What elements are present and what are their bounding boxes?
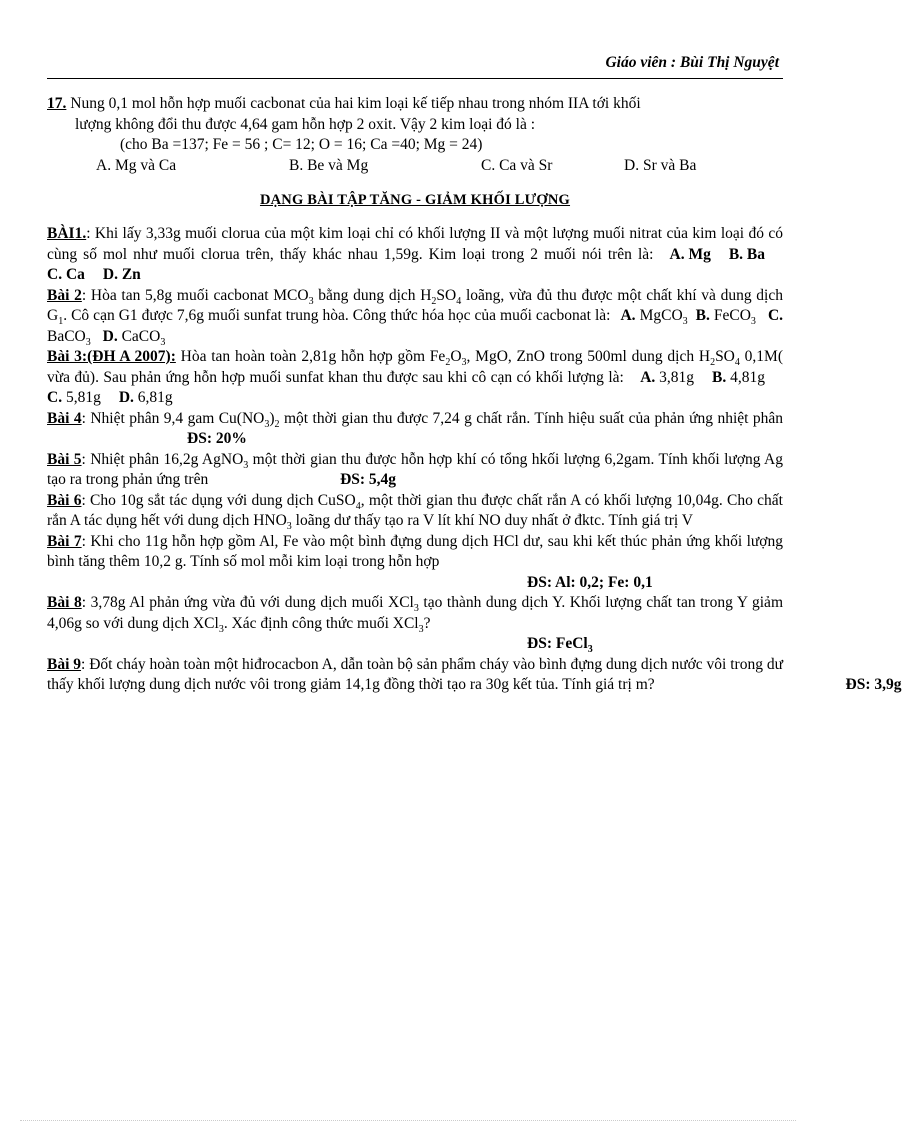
option-letter: A. — [620, 307, 636, 324]
subscript: 3 — [308, 295, 314, 307]
exercise-1-option-a: A. Mg — [669, 245, 711, 263]
exercise-4 — [47, 409, 783, 450]
subscript: 2 — [274, 418, 280, 430]
exercise-8-label: Bài 8 — [47, 594, 82, 611]
exercise-3-text: Hòa tan hoàn toàn 2,81g hỗn hợp gồm Fe — [175, 348, 446, 365]
subscript: 3 — [243, 459, 249, 471]
exercise-7-answer-line — [47, 573, 783, 594]
question-17-option-a: A. Mg và Ca — [96, 156, 177, 174]
exercise-5 — [47, 450, 783, 491]
exercise-3-label: Bài 3:(ĐH A 2007): — [47, 348, 176, 365]
page-bottom-rule — [20, 1120, 796, 1121]
exercise-3: Bài 3:(ĐH A 2007): Hòa tan hoàn toàn 2,81g hỗn hợp gồm $Fe_2O_3$, MgO, ZnO trong 500ml dung dịch $H_2SO_4$ 0,1M( vừa đủ). Sau phản ứng hỗn hợp muối sunfat khan thu được sau khi cô cạn có khối lượng là: A. 3,81g B. 4,81gC. 5,81g D. 6,81g — [47, 348, 783, 406]
subscript: 4 — [456, 295, 462, 307]
exercise-2-text: : Hòa tan 5,8g muối cacbonat MCO — [81, 286, 309, 304]
subscript: 2 — [445, 357, 451, 369]
subscript: 3 — [264, 418, 270, 430]
subscript: 3 — [418, 623, 424, 635]
question-17-text-1: Nung 0,1 mol hỗn hợp muối cacbonat của hai kim loại kế tiếp nhau trong nhóm IIA tới khối — [66, 95, 641, 112]
subscript: 3 — [413, 603, 419, 615]
exercise-7-label: Bài 7 — [47, 532, 82, 550]
subscript: 3 — [85, 336, 91, 348]
subscript: 3 — [286, 521, 292, 533]
exercise-2-text: SO — [436, 286, 457, 304]
worksheet-content — [47, 94, 902, 696]
exercise-2-text: . Cô cạn G1 được 7,6g muối sunfat trung hòa. Công thức hóa học của muối cacbonat là: — [63, 307, 611, 324]
option-value: MgCO — [635, 307, 683, 324]
subscript: 3 — [750, 316, 756, 328]
subscript: 2 — [710, 357, 716, 369]
exercise-4-text: ) — [269, 409, 275, 427]
question-17-option-c: C. Ca và Sr — [481, 156, 553, 174]
question-17-option-b: B. Be và Mg — [289, 156, 369, 174]
exercise-3-text: SO — [715, 348, 735, 365]
option-letter: C. — [767, 307, 784, 324]
subscript: 4 — [734, 357, 740, 369]
exercise-4-text: một thời gian thu được 7,24 g chất rắn. Tính hiệu suất của phản ứng nhiệt phân — [279, 409, 784, 427]
exercise-4-label: Bài 4 — [47, 409, 82, 427]
subscript: 3 — [461, 357, 467, 369]
question-17-number: 17. — [47, 95, 67, 112]
subscript: 3 — [218, 623, 224, 635]
subscript: 4 — [355, 500, 361, 512]
exercise-8-answer-line — [47, 634, 783, 655]
option-value: BaCO — [47, 327, 86, 345]
exercise-5-text: một thời gian thu được hỗn hợp khí có tổng hkối lượng 6,2gam. Tính khối lượng Ag tạo ra trong phản ứng trên — [47, 450, 783, 488]
subscript: 3 — [682, 316, 688, 328]
exercise-6-text: , một thời gian thu được chất rắn A có khối lượng 10,04g. Cho chất rắn A tác dụng hết với dung dịch HNO — [47, 491, 783, 529]
exercise-5-label: Bài 5 — [47, 450, 82, 468]
exercise-2-option-a — [620, 307, 688, 328]
question-17-option-d: D. Sr và Ba — [624, 156, 697, 174]
exercise-7-text: : Khi cho 11g hỗn hợp gồm Al, Fe vào một bình đựng dung dịch HCl dư, sau khi kết thúc phản ứng khối lượng bình tăng thêm 10,2 g. Tính số mol mỗi kim loại trong hỗn hợp — [47, 532, 783, 570]
exercise-3-text: , MgO, ZnO trong 500ml dung dịch H — [466, 348, 711, 365]
subscript: 2 — [431, 295, 437, 307]
exercise-6-text: : Cho 10g sắt tác dụng với dung dịch CuSO — [81, 491, 356, 509]
exercise-1-text: : Khi lấy 3,33g muối clorua của một kim loại chỉ có khối lượng II và một lượng muối nitrat của kim loại đó có cùng số mol như muối clorua trên, thấy khác nhau 1,59g. Kim loại trong 2 muối nói trên là: — [47, 225, 783, 263]
exercise-2-text: loãng, vừa đủ thu được một chất khí và dung dịch G — [47, 286, 783, 324]
exercise-7 — [47, 532, 783, 573]
exercise-7-answer: ĐS: Al: 0,2; Fe: 0,1 — [527, 573, 653, 591]
question-17 — [47, 94, 783, 176]
option-value: FeCO — [709, 307, 751, 324]
exercise-9 — [47, 655, 902, 696]
exercise-8-text: . Xác định công thức muối XCl — [223, 614, 419, 632]
exercise-3-text: O — [450, 348, 462, 365]
exercise-8-answer: ĐS: FeCl — [527, 635, 588, 652]
section-title: DẠNG BÀI TẬP TĂNG - GIẢM KHỐI LƯỢNG — [259, 191, 571, 208]
exercise-8-text: : 3,78g Al phản ứng vừa đủ với dung dịch muối XCl — [81, 594, 414, 611]
exercise-2-label: Bài 2 — [47, 286, 82, 304]
question-17-text-2: lượng không đổi thu được 4,64 gam hỗn hợp 2 oxit. Vậy 2 kim loại đó là : — [75, 115, 536, 133]
teacher-name: Giáo viên : Bùi Thị Nguyệt — [605, 54, 779, 71]
exercise-1 — [47, 224, 783, 286]
exercise-9-text: : Đốt cháy hoàn toàn một hiđrocacbon A, dẫn toàn bộ sản phẩm cháy vào bình đựng dung dịch nước vôi trong dư thấy khối lượng dung dịch nước vôi trong giảm 14,1g đồng thời tạo ra 30g kết tủa. Tính giá trị m? — [47, 655, 783, 693]
option-value: CaCO — [117, 327, 161, 345]
exercise-6 — [47, 491, 783, 532]
exercise-9-answer: ĐS: 3,9g — [845, 676, 902, 693]
exercise-1-option-b: B. Ba — [728, 245, 766, 263]
exercise-1-option-c: C. Ca — [47, 266, 85, 283]
exercise-1-option-d: D. Zn — [102, 266, 141, 283]
subscript: 1 — [58, 316, 64, 328]
exercise-3-text: 0,1M( vừa đủ). Sau phản ứng hỗn hợp muối sunfat khan thu được sau khi cô cạn có khối lượng là: — [47, 348, 783, 386]
subscript: 3 — [587, 644, 593, 656]
exercise-4-text: : Nhiệt phân 9,4 gam Cu(NO — [81, 409, 265, 427]
exercise-2-text: bằng dung dịch H — [313, 286, 432, 304]
exercise-2-option-b — [695, 307, 756, 328]
option-letter: B. — [695, 307, 710, 324]
exercise-1-label: BÀI1. — [47, 225, 87, 242]
exercise-5-text: : Nhiệt phân 16,2g AgNO — [81, 450, 244, 468]
exercise-8-text: ? — [423, 614, 431, 632]
option-letter: D. — [102, 327, 118, 345]
question-17-options — [47, 156, 783, 176]
exercise-8-text: tạo thành dung dịch Y. Khối lượng chất tan trong Y giảm 4,06g so với dung dịch XCl — [47, 594, 783, 632]
subscript: 3 — [160, 336, 166, 348]
question-17-note: (cho Ba =137; Fe = 56 ; C= 12; O = 16; Ca =40; Mg = 24) — [120, 136, 483, 153]
exercise-8 — [47, 593, 783, 634]
exercise-6-label: Bài 6 — [47, 491, 82, 509]
exercise-2-option-d — [102, 327, 166, 348]
exercise-9-label: Bài 9 — [47, 655, 82, 673]
exercise-4-answer: ĐS: 20% — [187, 430, 247, 447]
exercise-2 — [47, 286, 783, 348]
page-header — [47, 52, 783, 79]
exercise-6-text: loãng dư thấy tạo ra V lít khí NO duy nhất ở đktc. Tính giá trị V — [291, 512, 693, 529]
exercise-5-answer: ĐS: 5,4g — [340, 471, 397, 488]
